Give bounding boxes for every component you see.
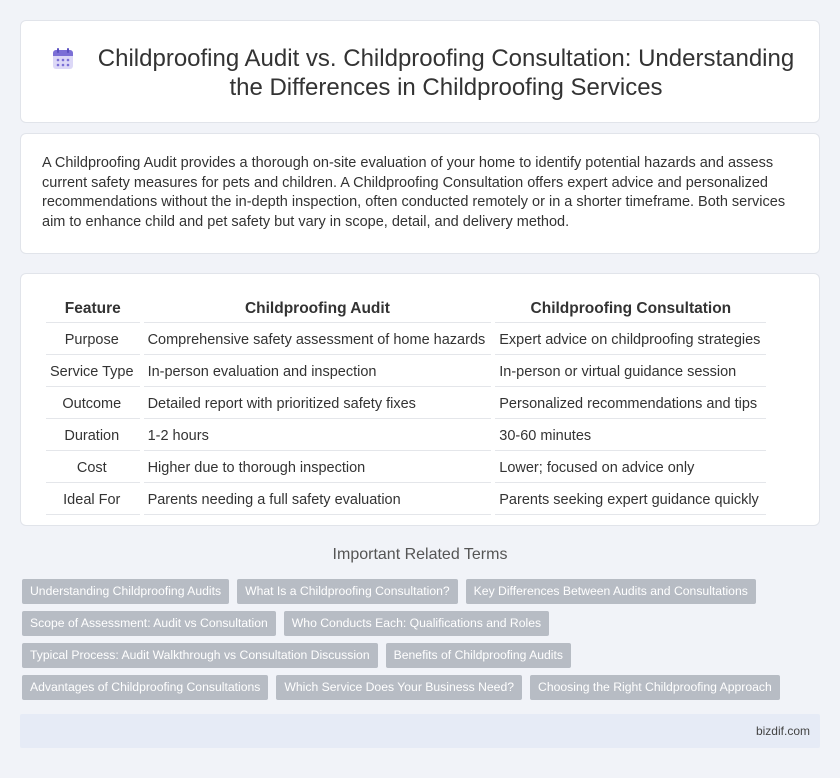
related-term-tag[interactable]: Which Service Does Your Business Need? xyxy=(276,675,522,700)
related-term-tag[interactable]: Key Differences Between Audits and Consultations xyxy=(466,579,756,604)
related-term-tag[interactable]: Advantages of Childproofing Consultations xyxy=(22,675,268,700)
related-term-tag[interactable]: Understanding Childproofing Audits xyxy=(22,579,229,604)
table-cell-audit: Parents needing a full safety evaluation xyxy=(144,486,492,515)
table-cell-consultation: Lower; focused on advice only xyxy=(495,454,766,483)
page-title: Childproofing Audit vs. Childproofing Consultation: Understanding the Differences in Childproofing Services xyxy=(97,44,795,101)
column-header-consultation: Childproofing Consultation xyxy=(495,297,766,323)
table-cell-audit: 1-2 hours xyxy=(144,422,492,451)
table-row xyxy=(46,486,766,515)
related-term-tag[interactable]: Scope of Assessment: Audit vs Consultation xyxy=(22,611,276,636)
related-terms-title: Important Related Terms xyxy=(332,546,508,563)
table-header-row xyxy=(46,297,766,323)
comparison-card xyxy=(20,273,820,526)
related-term-tag[interactable]: Benefits of Childproofing Audits xyxy=(386,643,571,668)
footer-brand[interactable]: bizdif.com xyxy=(755,724,810,738)
table-cell-feature: Service Type xyxy=(46,358,140,387)
table-cell-consultation: 30-60 minutes xyxy=(495,422,766,451)
related-term-tag[interactable]: Who Conducts Each: Qualifications and Roles xyxy=(284,611,549,636)
table-row xyxy=(46,422,766,451)
table-cell-audit: Higher due to thorough inspection xyxy=(144,454,492,483)
intro-paragraph: A Childproofing Audit provides a thorough on-site evaluation of your home to identify potential hazards and assess current safety measures for pets and children. A Childproofing Consultation offers expert advice and personalized recommendations without the in-depth inspection, often conducted remotely or in a shorter timeframe. Both services aim to enhance child and pet safety but vary in scope, detail, and delivery method. xyxy=(42,155,786,230)
related-terms-list xyxy=(22,579,822,707)
title-card xyxy=(20,20,820,123)
table-cell-consultation: Personalized recommendations and tips xyxy=(495,390,766,419)
table-cell-feature: Cost xyxy=(46,454,140,483)
table-row xyxy=(46,390,766,419)
related-term-tag[interactable]: Choosing the Right Childproofing Approach xyxy=(530,675,780,700)
table-row xyxy=(46,358,766,387)
table-cell-consultation: Expert advice on childproofing strategies xyxy=(495,326,766,355)
table-cell-audit: Comprehensive safety assessment of home hazards xyxy=(144,326,492,355)
table-cell-feature: Duration xyxy=(46,422,140,451)
table-row xyxy=(46,326,766,355)
intro-card xyxy=(20,133,820,254)
table-cell-consultation: In-person or virtual guidance session xyxy=(495,358,766,387)
table-cell-audit: In-person evaluation and inspection xyxy=(144,358,492,387)
table-cell-feature: Purpose xyxy=(46,326,140,355)
table-cell-feature: Ideal For xyxy=(46,486,140,515)
table-cell-feature: Outcome xyxy=(46,390,140,419)
table-cell-consultation: Parents seeking expert guidance quickly xyxy=(495,486,766,515)
column-header-audit: Childproofing Audit xyxy=(144,297,492,323)
comparison-table xyxy=(42,294,770,518)
table-row xyxy=(46,454,766,483)
related-term-tag[interactable]: What Is a Childproofing Consultation? xyxy=(237,579,458,604)
related-term-tag[interactable]: Typical Process: Audit Walkthrough vs Consultation Discussion xyxy=(22,643,378,668)
table-cell-audit: Detailed report with prioritized safety fixes xyxy=(144,390,492,419)
footer xyxy=(20,714,820,748)
column-header-feature: Feature xyxy=(46,297,140,323)
